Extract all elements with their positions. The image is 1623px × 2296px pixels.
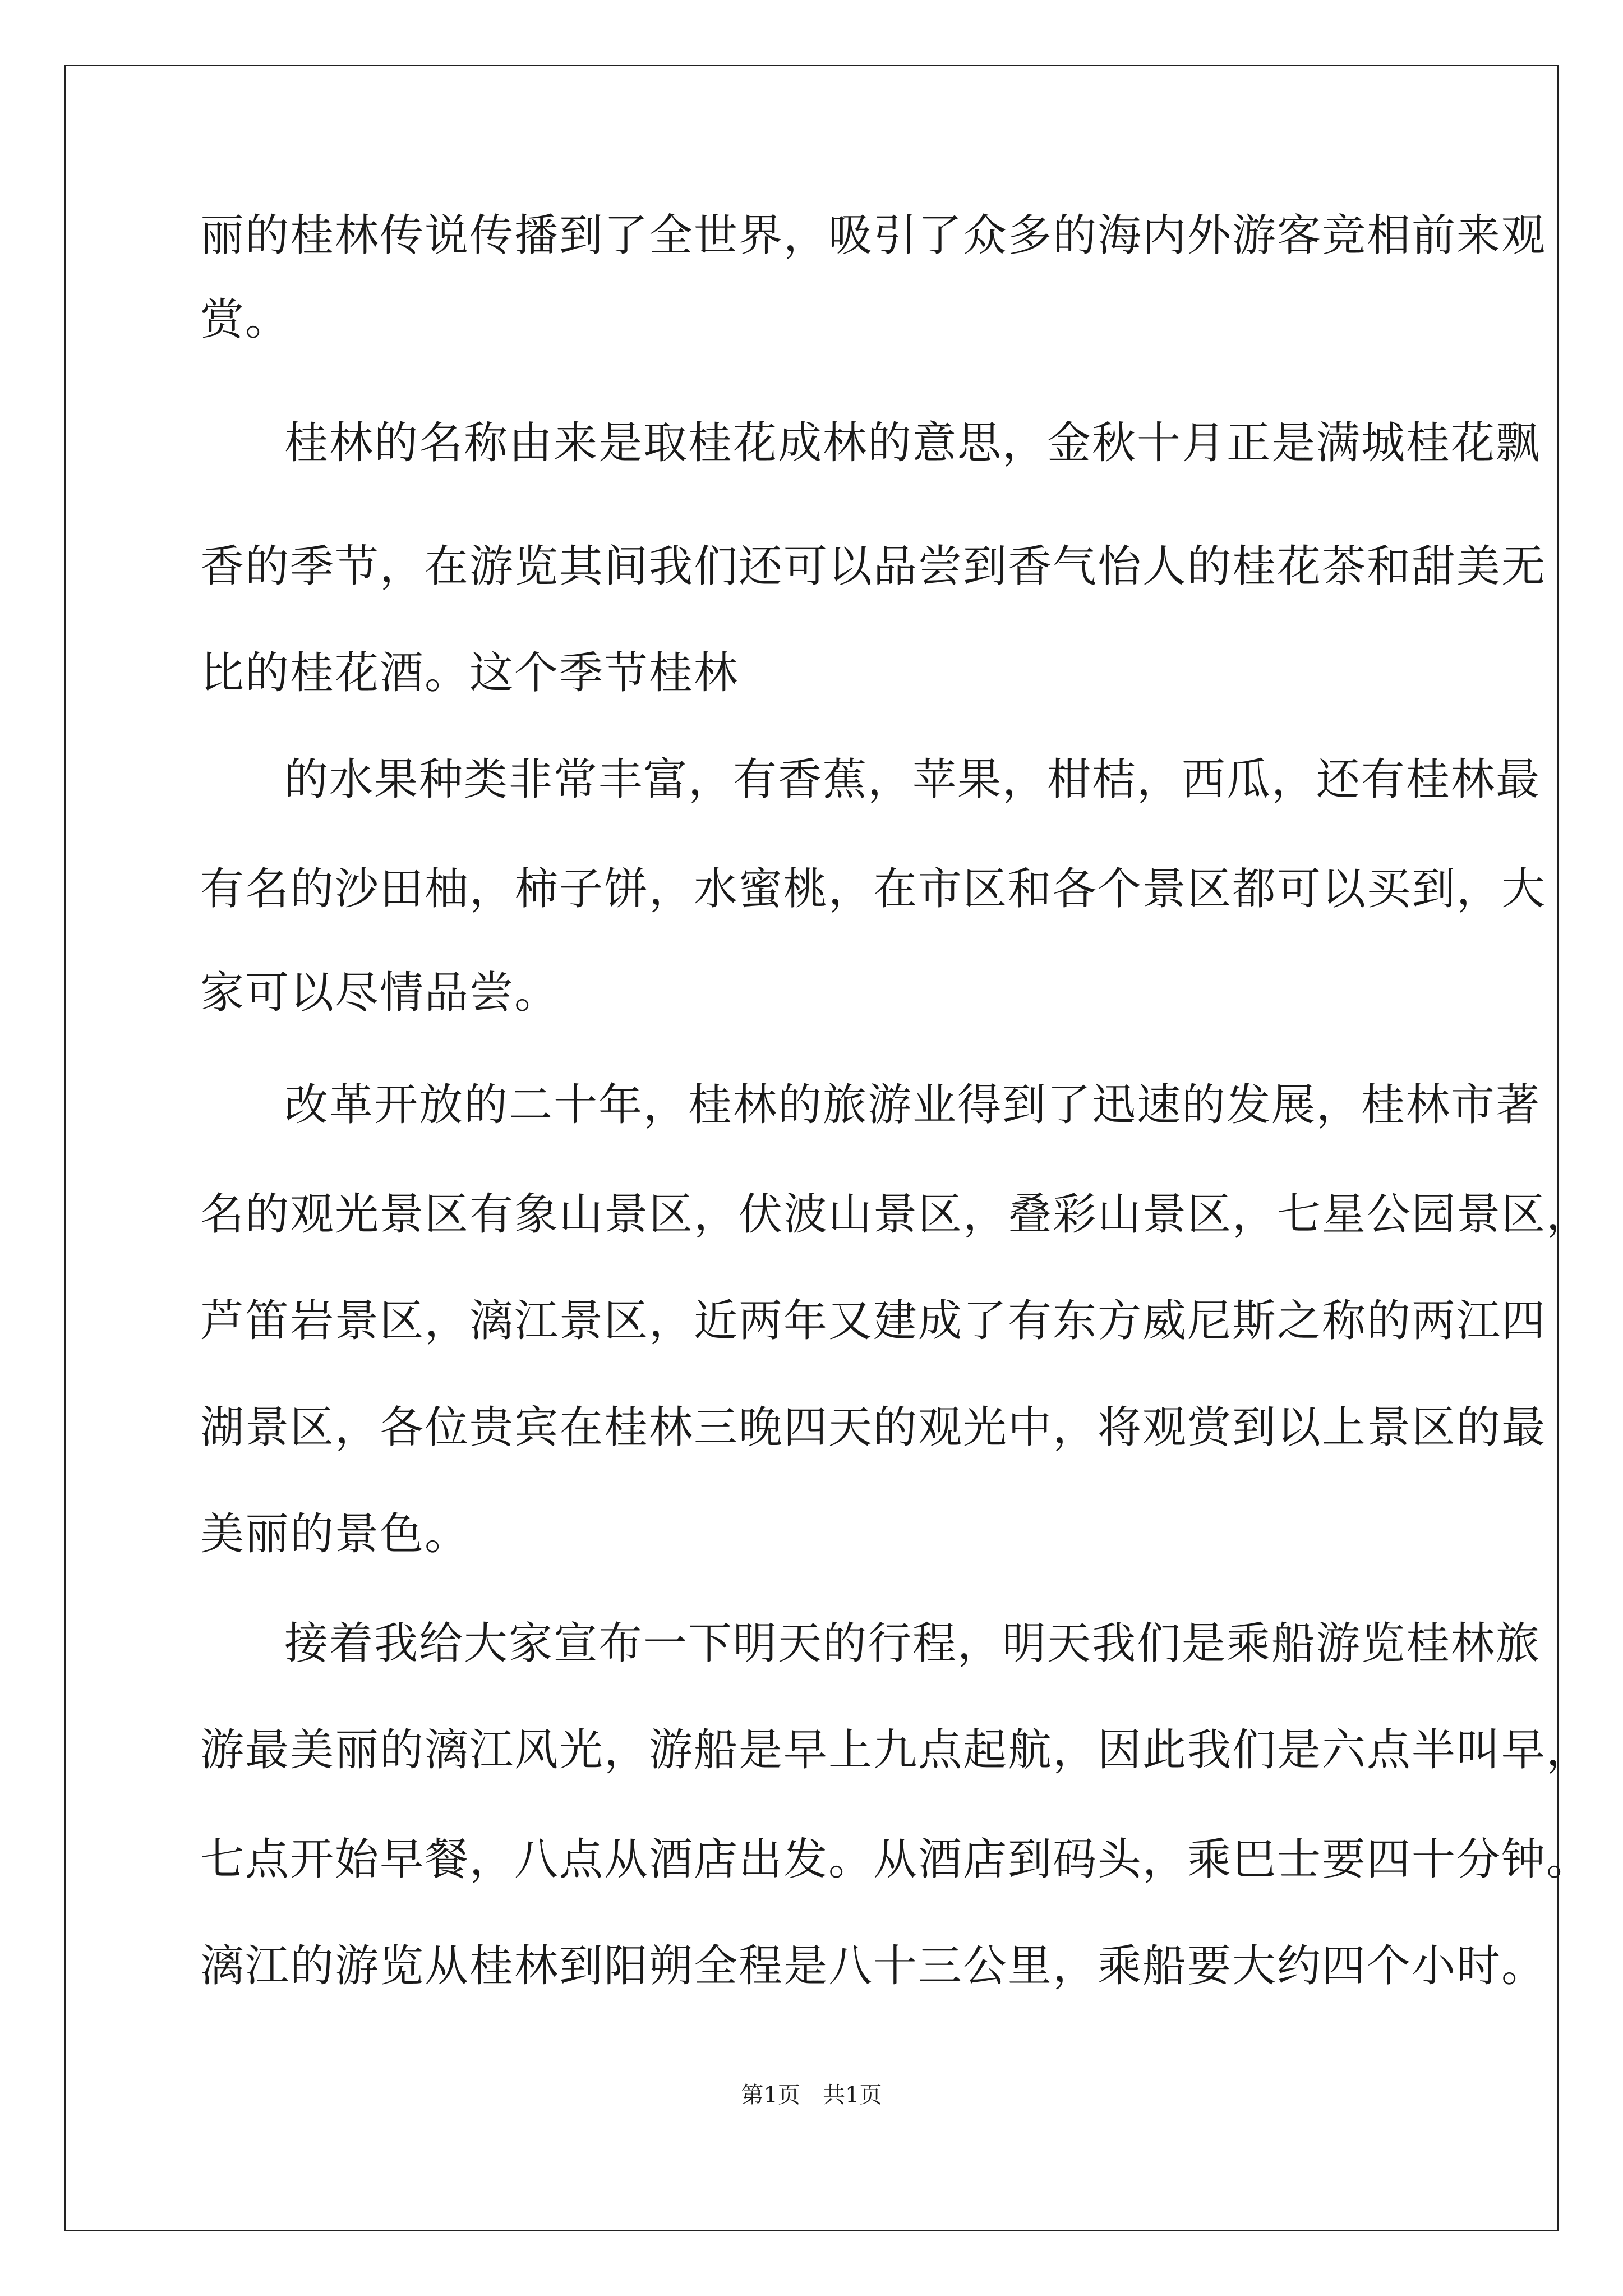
text-line: 七点开始早餐，八点从酒店出发。从酒店到码头，乘巴士要四十分钟。 xyxy=(200,1834,1592,1885)
text-line: 赏。 xyxy=(200,295,291,345)
text-line: 家可以尽情品尝。 xyxy=(200,968,560,1018)
text-line: 丽的桂林传说传播到了全世界，吸引了众多的海内外游客竞相前来观 xyxy=(200,210,1547,261)
page-footer xyxy=(0,2081,1623,2109)
page-border xyxy=(64,65,1559,2231)
page-number: 第1页 xyxy=(741,2082,800,2108)
text-line: 的水果种类非常丰富，有香蕉，苹果，柑桔，西瓜，还有桂林最 xyxy=(284,754,1541,805)
page-total: 共1页 xyxy=(823,2082,882,2108)
text-line: 游最美丽的漓江风光，游船是早上九点起航，因此我们是六点半叫早， xyxy=(200,1725,1592,1775)
text-line: 有名的沙田柚，柿子饼，水蜜桃，在市区和各个景区都可以买到，大 xyxy=(200,864,1547,914)
text-line: 桂林的名称由来是取桂花成林的意思，金秋十月正是满城桂花飘 xyxy=(284,418,1541,468)
text-line: 比的桂花酒。这个季节桂林 xyxy=(200,648,739,698)
text-line: 接着我给大家宣布一下明天的行程，明天我们是乘船游览桂林旅 xyxy=(284,1618,1541,1669)
text-line: 名的观光景区有象山景区，伏波山景区，叠彩山景区，七星公园景区， xyxy=(200,1189,1592,1240)
text-line: 芦笛岩景区，漓江景区，近两年又建成了有东方威尼斯之称的两江四 xyxy=(200,1296,1547,1346)
text-line: 改革开放的二十年，桂林的旅游业得到了迅速的发展，桂林市著 xyxy=(284,1080,1541,1130)
text-line: 湖景区，各位贵宾在桂林三晚四天的观光中，将观赏到以上景区的最 xyxy=(200,1402,1547,1453)
text-line: 香的季节，在游览其间我们还可以品尝到香气怡人的桂花茶和甜美无 xyxy=(200,541,1547,592)
text-line: 漓江的游览从桂林到阳朔全程是八十三公里，乘船要大约四个小时。 xyxy=(200,1941,1547,1991)
text-line: 美丽的景色。 xyxy=(200,1509,470,1559)
